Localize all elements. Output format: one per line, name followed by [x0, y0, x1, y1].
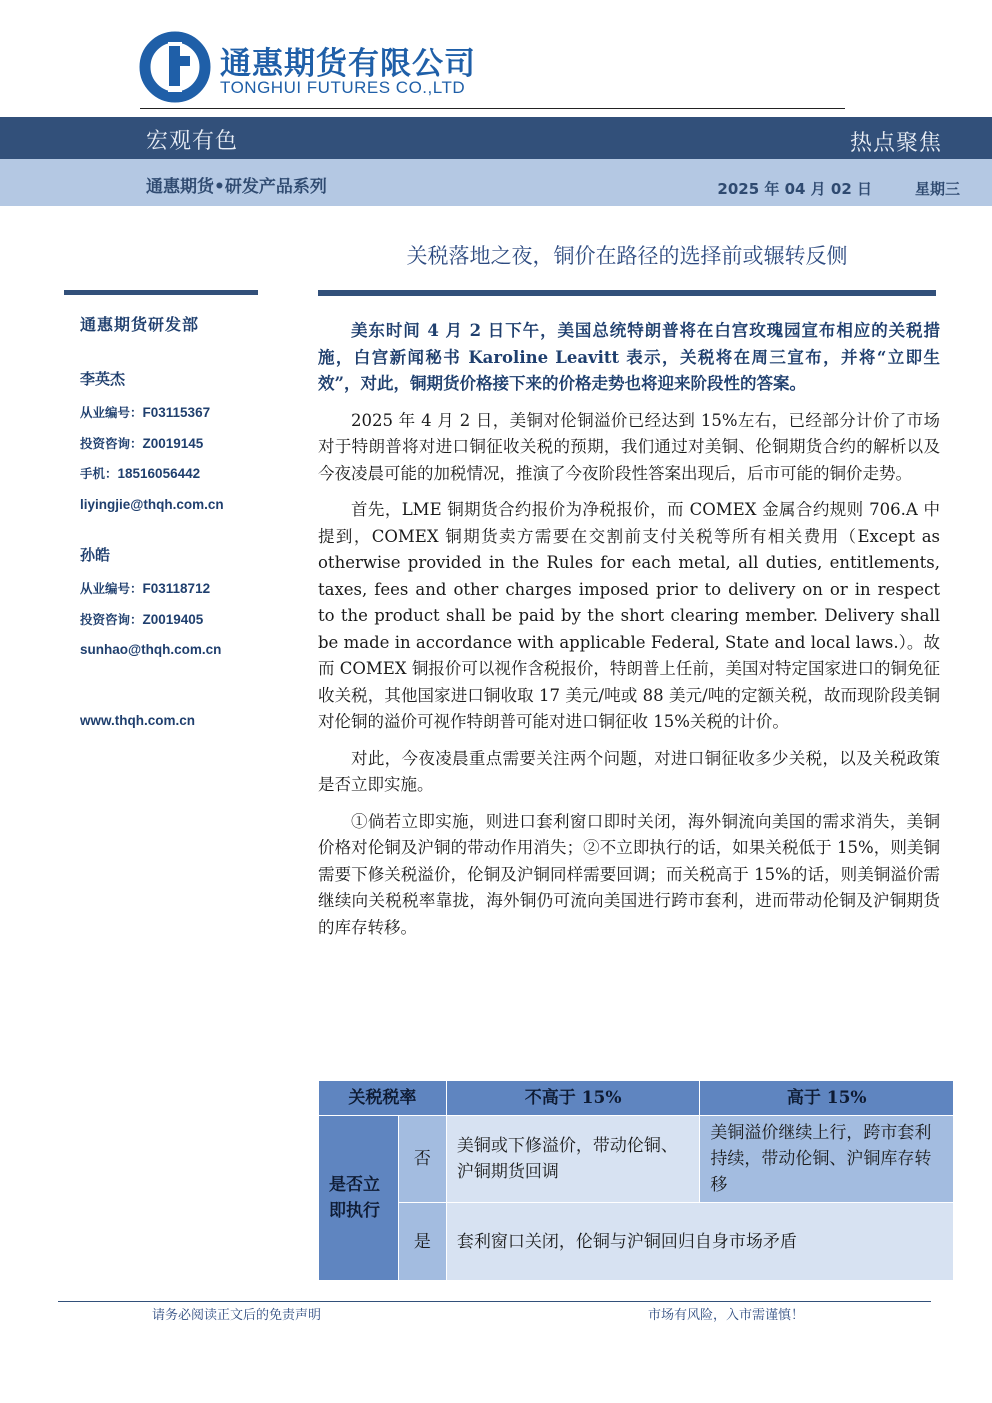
series-label: 通惠期货•研发产品系列: [146, 177, 327, 197]
email-link[interactable]: liyingjie@thqh.com.cn: [80, 496, 224, 512]
company-name-cn: 通惠期货有限公司: [220, 46, 476, 82]
scenario-table: [318, 1080, 954, 1281]
table-cell: 美铜或下修溢价，带动伦铜、沪铜期货回调: [446, 1116, 700, 1203]
disclaimer-notice: 请务必阅读正文后的免责声明: [152, 1308, 322, 1323]
header-divider: [140, 108, 845, 109]
row-group-header: 是否立即执行: [319, 1116, 399, 1281]
body-paragraph: ①倘若立即实施，则进口套利窗口即时关闭，海外铜流向美国的需求消失，美铜价格对伦铜及沪铜的带动作用消失；②不立即执行的话，如果关税低于 15%，则美铜需要下修关税溢价，伦铜及沪铜同样需要回调；而关税高于 15%的话，则美铜溢价需继续向关税税率靠拢，海外铜仍可流向美国进行跨市套利，进而带动伦铜及沪铜期货的库存转移。: [318, 811, 940, 937]
report-title: 关税落地之夜，铜价在路径的选择前或辗转反侧: [406, 244, 848, 268]
risk-notice: 市场有风险，入市需谨慎！: [648, 1308, 805, 1323]
table-row: [319, 1116, 954, 1203]
body-paragraph: 对此，今夜凌晨重点需要关注两个问题，对进口铜征收多少关税，以及关税政策是否立即实施。: [318, 748, 940, 794]
department-name: 通惠期货研发部: [80, 315, 200, 334]
body-paragraph: 2025 年 4 月 2 日，美铜对伦铜溢价已经达到 15%左右，已经部分计价了市场对于特朗普将对进口铜征收关税的预期，我们通过对美铜、伦铜期货合约的解析以及今夜凌晨可能的加税情况，推演了今夜阶段性答案出现后，后市可能的铜价走势。: [318, 410, 940, 483]
report-date: 2025 年 04 月 02 日: [717, 180, 872, 198]
license-number: F03115367: [142, 405, 211, 420]
analyst-name: 李英杰: [80, 370, 126, 388]
analyst-sidebar: [80, 312, 310, 736]
sector-label: 宏观有色: [146, 129, 239, 154]
report-type-label: 热点聚焦: [849, 131, 942, 156]
footer-divider: [58, 1301, 931, 1302]
body-paragraph: 首先，LME 铜期货合约报价为净税报价，而 COMEX 金属合约规则 706.A 中提到，COMEX 铜期货卖方需要在交割前支付关税等所有相关费用（Except as otherwise provided in the Rules for each metal, all duties, entitlements, taxes, fees and other charges imposed prior to delivery on or in respect to the product shall be paid by the short clearing member. Delivery shall be made in accordance with applicable Federal, State and local laws.）。故而 COMEX 铜报价可以视作含税报价，特朗普上任前，美国对特定国家进口的铜免征收关税，其他国家进口铜收取 17 美元/吨或 88 美元/吨的定额关税，故而现阶段美铜对伦铜的溢价可视作特朗普可能对进口铜征收 15%关税的计价。: [318, 500, 940, 731]
consult-line: 投资咨询：Z0019405: [80, 611, 204, 627]
table-row: [319, 1203, 954, 1281]
email-link[interactable]: sunhao@thqh.com.cn: [80, 642, 222, 657]
table-corner-header: 关税税率: [319, 1081, 447, 1116]
consult-number: Z0019405: [142, 611, 204, 627]
column-header: 不高于 15%: [446, 1081, 700, 1116]
sidebar-divider: [64, 290, 258, 295]
title-divider: [318, 290, 936, 296]
row-header: 否: [398, 1116, 446, 1203]
phone-number: 18516056442: [117, 466, 201, 481]
report-body: [318, 318, 940, 951]
company-logo-icon: [138, 30, 212, 104]
report-weekday: 星期三: [914, 180, 960, 198]
row-header: 是: [398, 1203, 446, 1281]
license-line: 从业编号：F03115367: [80, 405, 211, 420]
license-line: 从业编号：F03118712: [80, 581, 211, 596]
column-header: 高于 15%: [700, 1081, 954, 1116]
company-name-en: TONGHUI FUTURES CO.,LTD: [220, 78, 466, 97]
table-cell: 美铜溢价继续上行，跨市套利持续，带动伦铜、沪铜库存转移: [700, 1116, 954, 1203]
table-cell: 套利窗口关闭，伦铜与沪铜回归自身市场矛盾: [446, 1203, 953, 1281]
table-header-row: [319, 1081, 954, 1116]
consult-number: Z0019145: [142, 435, 204, 451]
website-link[interactable]: www.thqh.com.cn: [80, 712, 196, 728]
lead-paragraph: 美东时间 4 月 2 日下午，美国总统特朗普将在白宫玫瑰园宣布相应的关税措施，白宫新闻秘书 Karoline Leavitt 表示，关税将在周三宣布，并将“立即生效”，对此，铜期货价格接下来的价格走势也将迎来阶段性的答案。: [318, 321, 940, 393]
phone-line: 手机：18516056442: [80, 466, 201, 481]
license-number: F03118712: [142, 581, 211, 596]
analyst-name: 孙皓: [80, 546, 111, 564]
consult-line: 投资咨询：Z0019145: [80, 435, 204, 451]
